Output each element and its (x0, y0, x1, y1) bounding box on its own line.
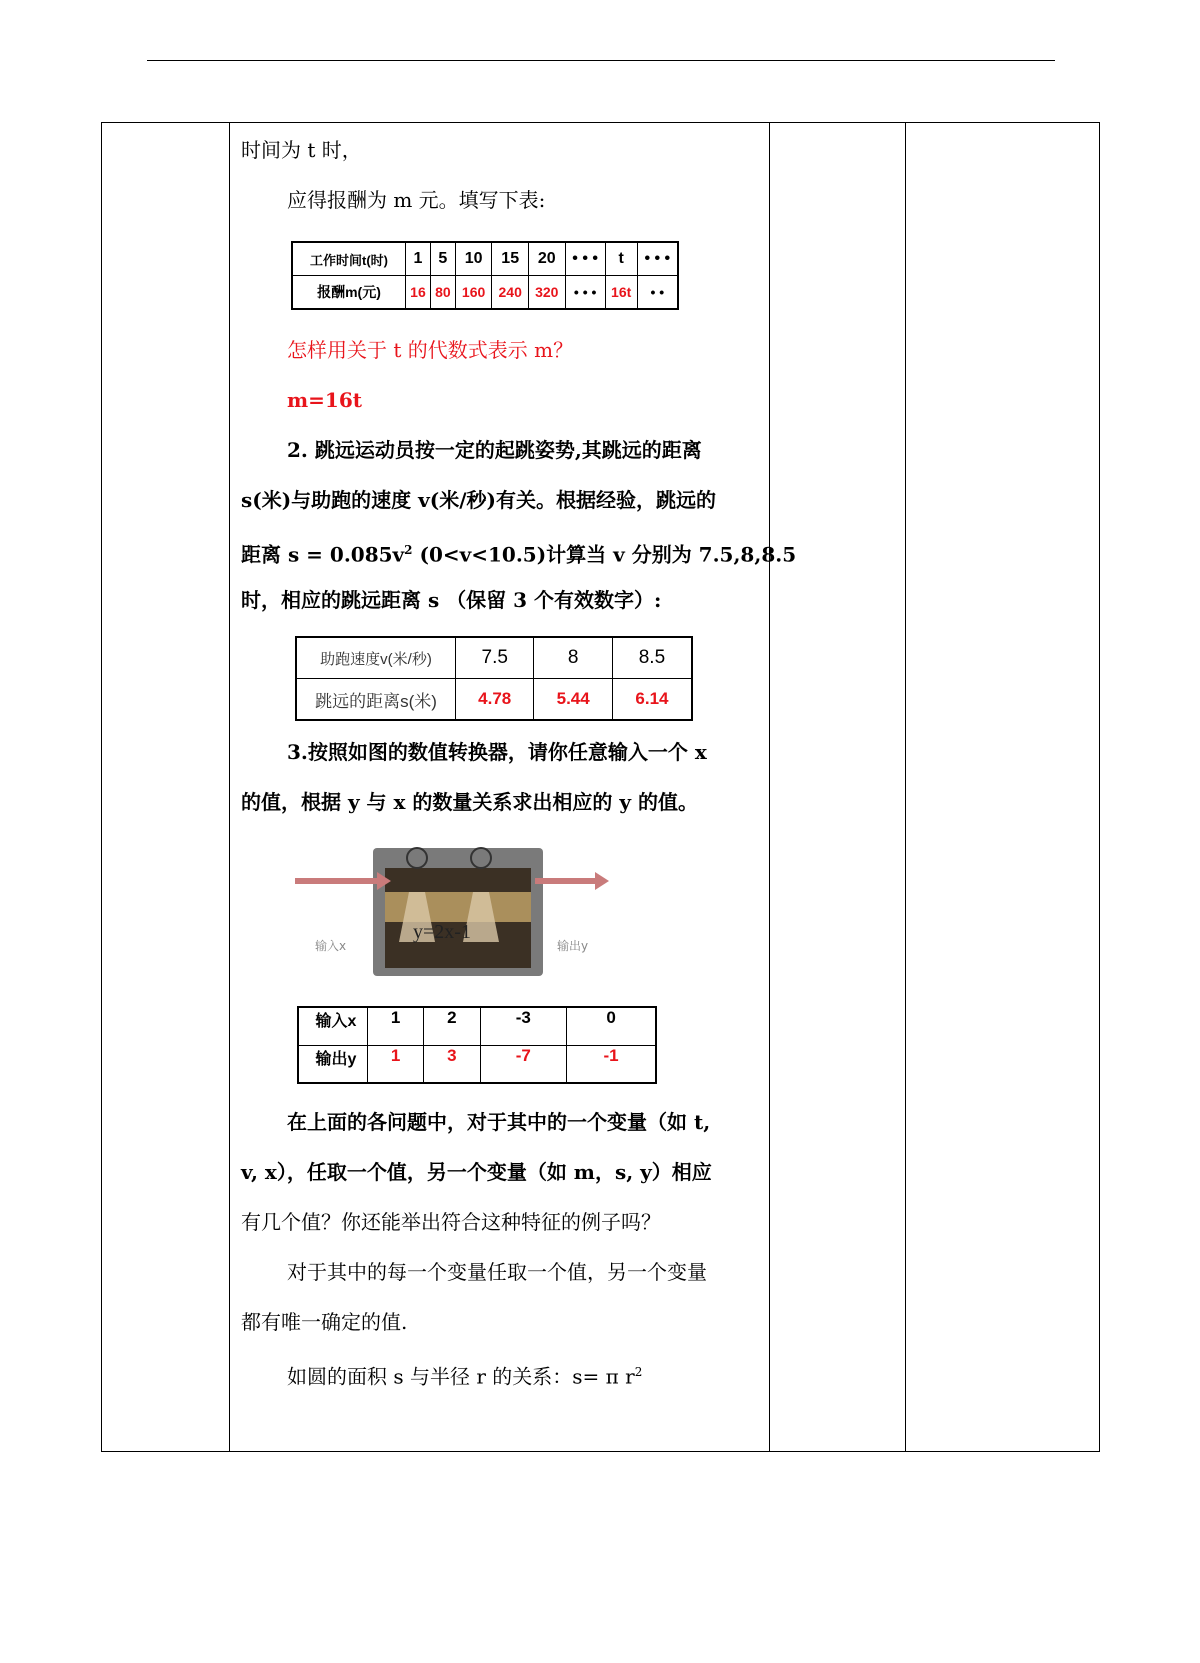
text-line: 的值，根据 y 与 x 的数量关系求出相应的 y 的值。 (241, 790, 698, 814)
formula-text: 如圆的面积 s 与半径 r 的关系：s= π r (287, 1364, 635, 1389)
converter-output-label: 输出y (557, 939, 589, 953)
table-header: 助跑速度v(米/秒) (296, 637, 456, 679)
table-cell: 6.14 (612, 679, 692, 721)
converter-table (297, 1006, 657, 1084)
table-cell: -3 (480, 1007, 567, 1045)
jump-table (295, 636, 693, 721)
text-line: v, x），任取一个值，另一个变量（如 m，s, y）相应 (241, 1160, 712, 1184)
table-cell: 80 (430, 276, 455, 310)
table-cell: 1 (368, 1045, 424, 1083)
table-cell: 5 (430, 242, 455, 276)
text-line (287, 1358, 642, 1391)
table-cell: 240 (492, 276, 529, 310)
table-cell: 2 (424, 1007, 480, 1045)
column-divider (905, 123, 906, 1451)
input-arrow (295, 878, 377, 884)
table-cell: • • (637, 276, 678, 310)
table-cell: • • • (565, 242, 605, 276)
text-line (241, 536, 796, 569)
table-cell: • • • (565, 276, 605, 310)
table-cell: 16 (406, 276, 431, 310)
text-line: s(米)与助跑的速度 v(米/秒)有关。根据经验，跳远的 (241, 488, 716, 512)
table-cell: 7.5 (456, 637, 534, 679)
table-cell: -1 (567, 1045, 656, 1083)
text-line: 在上面的各问题中，对于其中的一个变量（如 t, (287, 1110, 711, 1134)
header-rule (147, 60, 1055, 61)
text-line: 3.按照如图的数值转换器，请你任意输入一个 x (287, 740, 707, 764)
text-line: 都有唯一确定的值. (241, 1310, 408, 1334)
converter-input-label: 输入x (315, 939, 347, 953)
formula-text: 距离 s = 0.085v (241, 542, 405, 567)
question-line: 怎样用关于 t 的代数式表示 m？ (287, 338, 574, 362)
column-divider (769, 123, 770, 1451)
lesson-table (101, 122, 1100, 1452)
superscript: 2 (634, 1365, 643, 1379)
text-line: 应得报酬为 m 元。填写下表: (287, 188, 546, 212)
table-cell: 5.44 (534, 679, 612, 721)
output-arrowhead (595, 872, 609, 890)
superscript: 2 (404, 543, 413, 557)
table-cell: 3 (424, 1045, 480, 1083)
table-header: 输出y (298, 1045, 368, 1083)
table-header: 输入x (298, 1007, 368, 1045)
text-line: 时，相应的跳远距离 s （保留 3 个有效数字）: (241, 588, 662, 612)
output-arrow (535, 878, 595, 884)
table-cell: 4.78 (456, 679, 534, 721)
text-line: 2. 跳远运动员按一定的起跳姿势,其跳远的距离 (287, 438, 702, 462)
table-header: 工作时间t(时) (292, 242, 406, 276)
column-divider (229, 123, 230, 1451)
table-cell: 160 (455, 276, 492, 310)
table-header: 报酬m(元) (292, 276, 406, 310)
table-cell: 320 (529, 276, 566, 310)
converter-machine-image (295, 842, 625, 992)
table-cell: 0 (567, 1007, 656, 1045)
table-cell: 1 (406, 242, 431, 276)
text-line: 对于其中的每一个变量任取一个值，另一个变量 (287, 1260, 707, 1284)
table-cell: 10 (455, 242, 492, 276)
table-cell: -7 (480, 1045, 567, 1083)
table-cell: 8 (534, 637, 612, 679)
wage-table (291, 241, 679, 310)
text-line: 时间为 t 时， (241, 138, 362, 162)
table-cell: 16t (605, 276, 637, 310)
table-cell: 20 (529, 242, 566, 276)
converter-formula: y=2x-1 (413, 921, 471, 943)
table-cell: 8.5 (612, 637, 692, 679)
table-header: 跳远的距离s(米) (296, 679, 456, 721)
text-line: 有几个值？你还能举出符合这种特征的例子吗？ (241, 1210, 661, 1234)
formula-text: (0<v<10.5)计算当 v 分别为 7.5,8,8.5 (412, 542, 797, 567)
table-cell: 15 (492, 242, 529, 276)
table-cell: • • • (637, 242, 678, 276)
answer-line: m=16t (287, 388, 362, 412)
table-cell: 1 (368, 1007, 424, 1045)
table-cell: t (605, 242, 637, 276)
